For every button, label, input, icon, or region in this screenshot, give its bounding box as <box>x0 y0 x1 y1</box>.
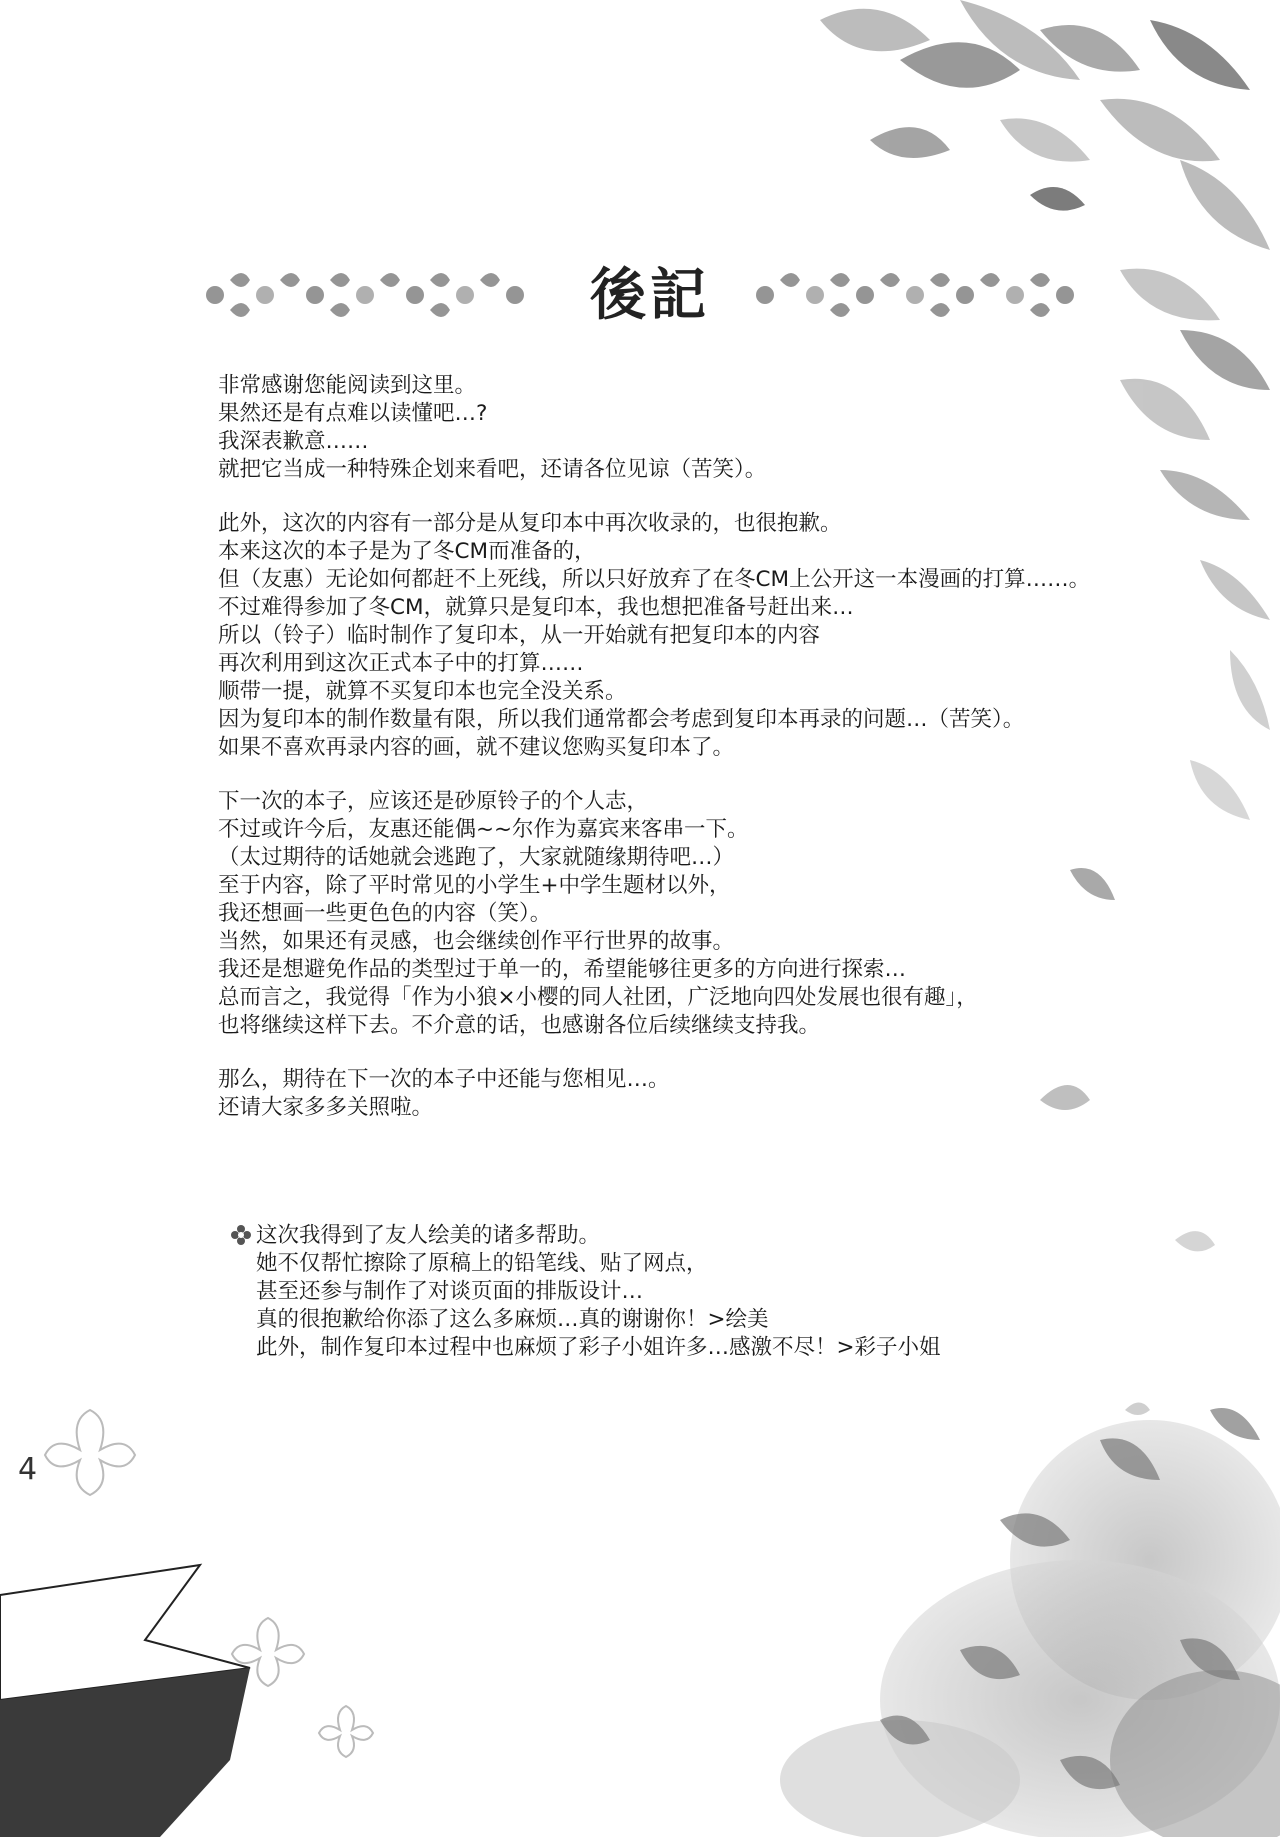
text-line: 因为复印本的制作数量有限，所以我们通常都会考虑到复印本再录的问题…（苦笑）。 <box>218 707 1025 732</box>
text-line: 所以（铃子）临时制作了复印本，从一开始就有把复印本的内容 <box>218 623 821 648</box>
note-line: 这次我得到了友人绘美的诸多帮助。 <box>256 1223 601 1248</box>
page-number: 4 <box>18 1452 38 1487</box>
text-line: 非常感谢您能阅读到这里。 <box>218 373 477 398</box>
page-title: 後記 <box>590 262 710 328</box>
text-line: 就把它当成一种特殊企划来看吧，还请各位见谅（苦笑）。 <box>218 457 767 482</box>
text-line: 如果不喜欢再录内容的画，就不建议您购买复印本了。 <box>218 735 735 760</box>
text-line: 果然还是有点难以读懂吧…? <box>218 401 488 426</box>
text-line: （太过期待的话她就会逃跑了，大家就随缘期待吧…） <box>218 845 735 870</box>
text-line: 此外，这次的内容有一部分是从复印本中再次收录的，也很抱歉。 <box>218 511 842 536</box>
text-line: 还请大家多多关照啦。 <box>218 1095 434 1120</box>
thanks-note <box>230 1222 1130 1362</box>
text-line: 但（友惠）无论如何都赶不上死线，所以只好放弃了在冬CM上公开这一本漫画的打算……。 <box>218 567 1091 592</box>
paragraph-4 <box>218 1066 1238 1122</box>
paragraph-3 <box>218 788 1238 1040</box>
text-line: 不过难得参加了冬CM，就算只是复印本，我也想把准备号赶出来… <box>218 595 854 620</box>
bottom-left-band <box>0 1565 250 1837</box>
text-line: 不过或许今后，友惠还能偶~~尔作为嘉宾来客串一下。 <box>218 817 749 842</box>
text-line: 当然，如果还有灵感，也会继续创作平行世界的故事。 <box>218 929 735 954</box>
note-line: 她不仅帮忙擦除了原稿上的铅笔线、贴了网点， <box>256 1251 708 1276</box>
top-right-leaves <box>820 0 1270 250</box>
text-line: 我还是想避免作品的类型过于单一的，希望能够往更多的方向进行探索… <box>218 957 907 982</box>
text-line: 顺带一提，就算不买复印本也完全没关系。 <box>218 679 627 704</box>
text-line: 本来这次的本子是为了冬CM而准备的， <box>218 539 596 564</box>
text-line: 再次利用到这次正式本子中的打算…… <box>218 651 584 676</box>
note-line: 甚至还参与制作了对谈页面的排版设计… <box>256 1279 644 1304</box>
text-line: 我还想画一些更色色的内容（笑）。 <box>218 901 552 926</box>
text-line: 那么，期待在下一次的本子中还能与您相见…。 <box>218 1067 670 1092</box>
text-line: 总而言之，我觉得「作为小狼×小樱的同人社团，广泛地向四处发展也很有趣」， <box>218 985 978 1010</box>
paragraph-1 <box>218 372 1238 484</box>
paragraph-2 <box>218 510 1238 762</box>
text-line: 也将继续这样下去。不介意的话，也感谢各位后续继续支持我。 <box>218 1013 821 1038</box>
asterisk-flower-icon <box>230 1224 252 1246</box>
text-line: 下一次的本子，应该还是砂原铃子的个人志， <box>218 789 649 814</box>
note-line: 真的很抱歉给你添了这么多麻烦…真的谢谢你！>绘美 <box>256 1307 769 1332</box>
text-line: 我深表歉意…… <box>218 429 369 454</box>
note-line: 此外，制作复印本过程中也麻烦了彩子小姐许多…感激不尽！>彩子小姐 <box>256 1335 941 1360</box>
afterword-body <box>218 372 1238 1148</box>
bottom-right-foliage <box>780 1408 1280 1837</box>
text-line: 至于内容，除了平时常见的小学生+中学生题材以外， <box>218 873 731 898</box>
